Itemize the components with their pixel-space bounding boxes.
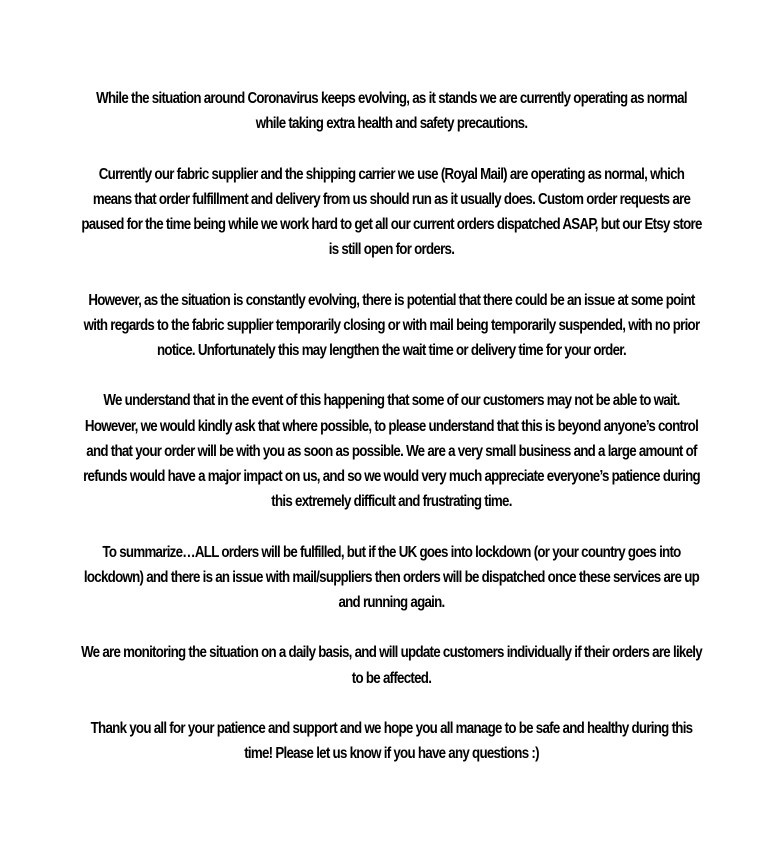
notice-paragraph-refunds-request: We understand that in the event of this happening that some of our customers may not be able to wait. However, we would kindly ask that where possible, to please understand that this is beyond anyone’s control and that your order will be with you as soon as possible. We are a very small business and a large amount of refunds would have a major impact on us, and so we would very much appreciate everyone’s patience during this extremely difficult and frustrating time.: [83, 392, 700, 511]
notice-paragraph-thank-you: Thank you all for your patience and support and we hope you all manage to be safe and healthy during this time! Please let us know if you have any questions :): [90, 719, 693, 763]
notice-paragraph-potential-issues: However, as the situation is constantly evolving, there is potential that there could be an issue at some point with regards to the fabric supplier temporarily closing or with mail being temporarily suspended, with no prior notice. Unfortunately this may lengthen the wait time or delivery time for your order.: [83, 291, 700, 359]
coronavirus-notice: [81, 86, 703, 766]
notice-paragraph-monitoring: We are monitoring the situation on a daily basis, and will update customers individually if their orders are likely to be affected.: [81, 644, 702, 687]
notice-paragraph-summary: To summarize…ALL orders will be fulfilled, but if the UK goes into lockdown (or your country goes into lockdown) and there is an issue with mail/suppliers then orders will be dispatched once these services are up and running again.: [83, 543, 700, 611]
notice-paragraph-intro: While the situation around Coronavirus keeps evolving, as it stands we are currently operating as normal while taking extra health and safety precautions.: [96, 90, 687, 133]
notice-paragraph-supplier-status: Currently our fabric supplier and the shipping carrier we use (Royal Mail) are operating as normal, which means that order fulfillment and delivery from us should run as it usually does. Custom order requests are paused for the time being while we work hard to get all our current orders dispatched ASAP, but our Etsy store is still open for orders.: [81, 165, 702, 259]
